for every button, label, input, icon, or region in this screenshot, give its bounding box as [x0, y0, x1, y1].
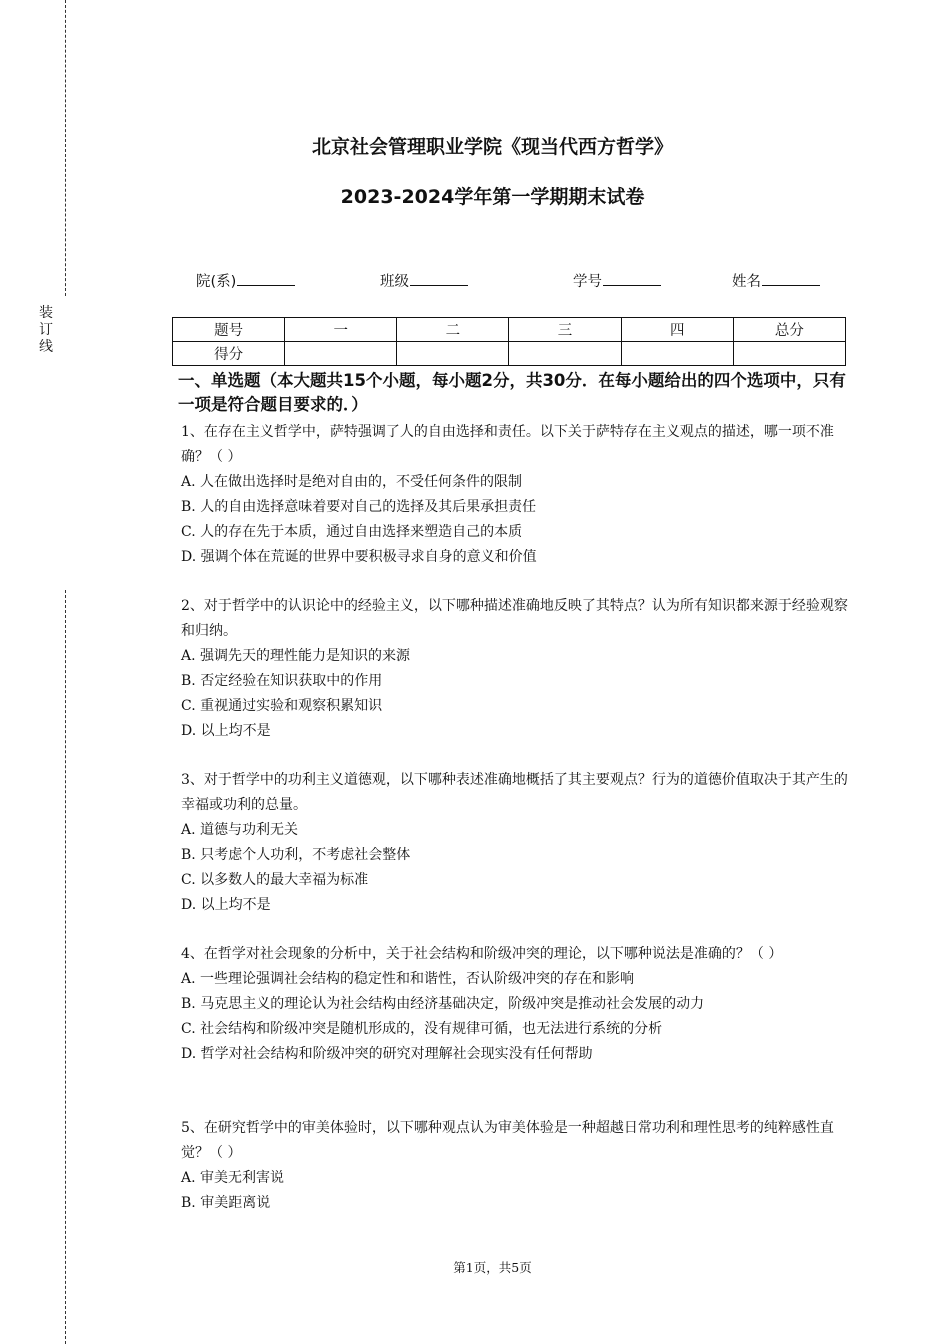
- score-table-header-row: [173, 318, 846, 342]
- department-field: [196, 270, 295, 291]
- score-label-cell: 得分: [173, 342, 285, 366]
- question-stem: 3、对于哲学中的功利主义道德观，以下哪种表述准确地概括了其主要观点？行为的道德价值取决于其产生的幸福或功利的总量。: [181, 772, 848, 813]
- student-id-blank[interactable]: [603, 271, 661, 286]
- option-b: B. 只考虑个人功利，不考虑社会整体: [181, 847, 411, 863]
- exam-title: 北京社会管理职业学院《现当代西方哲学》: [311, 136, 673, 158]
- name-blank[interactable]: [762, 271, 820, 286]
- class-blank[interactable]: [410, 271, 468, 286]
- option-c: C. 人的存在先于本质，通过自由选择来塑造自己的本质: [181, 524, 523, 540]
- option-a: A. 审美无利害说: [181, 1170, 285, 1186]
- department-label: 院(系): [196, 274, 237, 290]
- score-cell[interactable]: [621, 342, 733, 366]
- class-label: 班级: [380, 274, 409, 290]
- score-table-header-cell: 总分: [733, 318, 845, 342]
- option-a: A. 强调先天的理性能力是知识的来源: [181, 648, 411, 664]
- binding-char: 装: [39, 305, 53, 321]
- question-stem: 1、在存在主义哲学中，萨特强调了人的自由选择和责任。以下关于萨特存在主义观点的描述，哪一项不准确？（ ）: [181, 424, 834, 465]
- score-table-header-cell: 二: [397, 318, 509, 342]
- score-cell[interactable]: [509, 342, 621, 366]
- binding-char: 线: [39, 339, 53, 355]
- option-d: D. 以上均不是: [181, 723, 271, 739]
- option-b: B. 马克思主义的理论认为社会结构由经济基础决定，阶级冲突是推动社会发展的动力: [181, 996, 705, 1012]
- page-footer: 第1页，共5页: [453, 1260, 532, 1275]
- option-b: B. 审美距离说: [181, 1195, 271, 1211]
- exam-subtitle: 2023-2024学年第一学期期末试卷: [340, 186, 645, 208]
- option-a: A. 道德与功利无关: [181, 822, 299, 838]
- option-a: A. 人在做出选择时是绝对自由的，不受任何条件的限制: [181, 474, 523, 490]
- class-field: [380, 270, 468, 291]
- question-5: [181, 1116, 856, 1216]
- question-3: [181, 768, 856, 918]
- question-stem: 5、在研究哲学中的审美体验时，以下哪种观点认为审美体验是一种超越日常功利和理性思考的纯粹感性直觉？（ ）: [181, 1120, 834, 1161]
- score-table-header-cell: 一: [285, 318, 397, 342]
- option-c: C. 以多数人的最大幸福为标准: [181, 872, 369, 888]
- binding-char: 订: [39, 322, 53, 338]
- score-cell[interactable]: [285, 342, 397, 366]
- binding-label: [36, 305, 56, 356]
- option-c: C. 重视通过实验和观察积累知识: [181, 698, 383, 714]
- option-b: B. 否定经验在知识获取中的作用: [181, 673, 383, 689]
- question-stem: 2、对于哲学中的认识论中的经验主义，以下哪种描述准确地反映了其特点？认为所有知识都来源于经验观察和归纳。: [181, 598, 848, 639]
- department-blank[interactable]: [237, 271, 295, 286]
- name-field: [732, 270, 820, 291]
- binding-dashed-line-bottom: [65, 590, 66, 1344]
- option-d: D. 以上均不是: [181, 897, 271, 913]
- student-id-label: 学号: [573, 274, 602, 290]
- score-table-header-cell: 三: [509, 318, 621, 342]
- option-d: D. 哲学对社会结构和阶级冲突的研究对理解社会现实没有任何帮助: [181, 1046, 593, 1062]
- student-id-field: [573, 270, 661, 291]
- score-cell[interactable]: [397, 342, 509, 366]
- section-heading: 一、单选题（本大题共15个小题，每小题2分，共30分．在每小题给出的四个选项中，只有一项是符合题目要求的．）: [178, 371, 846, 414]
- score-table: [172, 317, 846, 366]
- question-4: [181, 942, 856, 1067]
- score-cell[interactable]: [733, 342, 845, 366]
- option-a: A. 一些理论强调社会结构的稳定性和和谐性，否认阶级冲突的存在和影响: [181, 971, 635, 987]
- score-table-score-row: [173, 342, 846, 366]
- name-label: 姓名: [732, 274, 761, 290]
- option-b: B. 人的自由选择意味着要对自己的选择及其后果承担责任: [181, 499, 537, 515]
- question-2: [181, 594, 856, 744]
- score-table-header-cell: 题号: [173, 318, 285, 342]
- question-stem: 4、在哲学对社会现象的分析中，关于社会结构和阶级冲突的理论，以下哪种说法是准确的？（ ）: [181, 946, 783, 962]
- option-c: C. 社会结构和阶级冲突是随机形成的，没有规律可循，也无法进行系统的分析: [181, 1021, 663, 1037]
- score-table-header-cell: 四: [621, 318, 733, 342]
- option-d: D. 强调个体在荒诞的世界中要积极寻求自身的意义和价值: [181, 549, 537, 565]
- question-1: [181, 420, 856, 570]
